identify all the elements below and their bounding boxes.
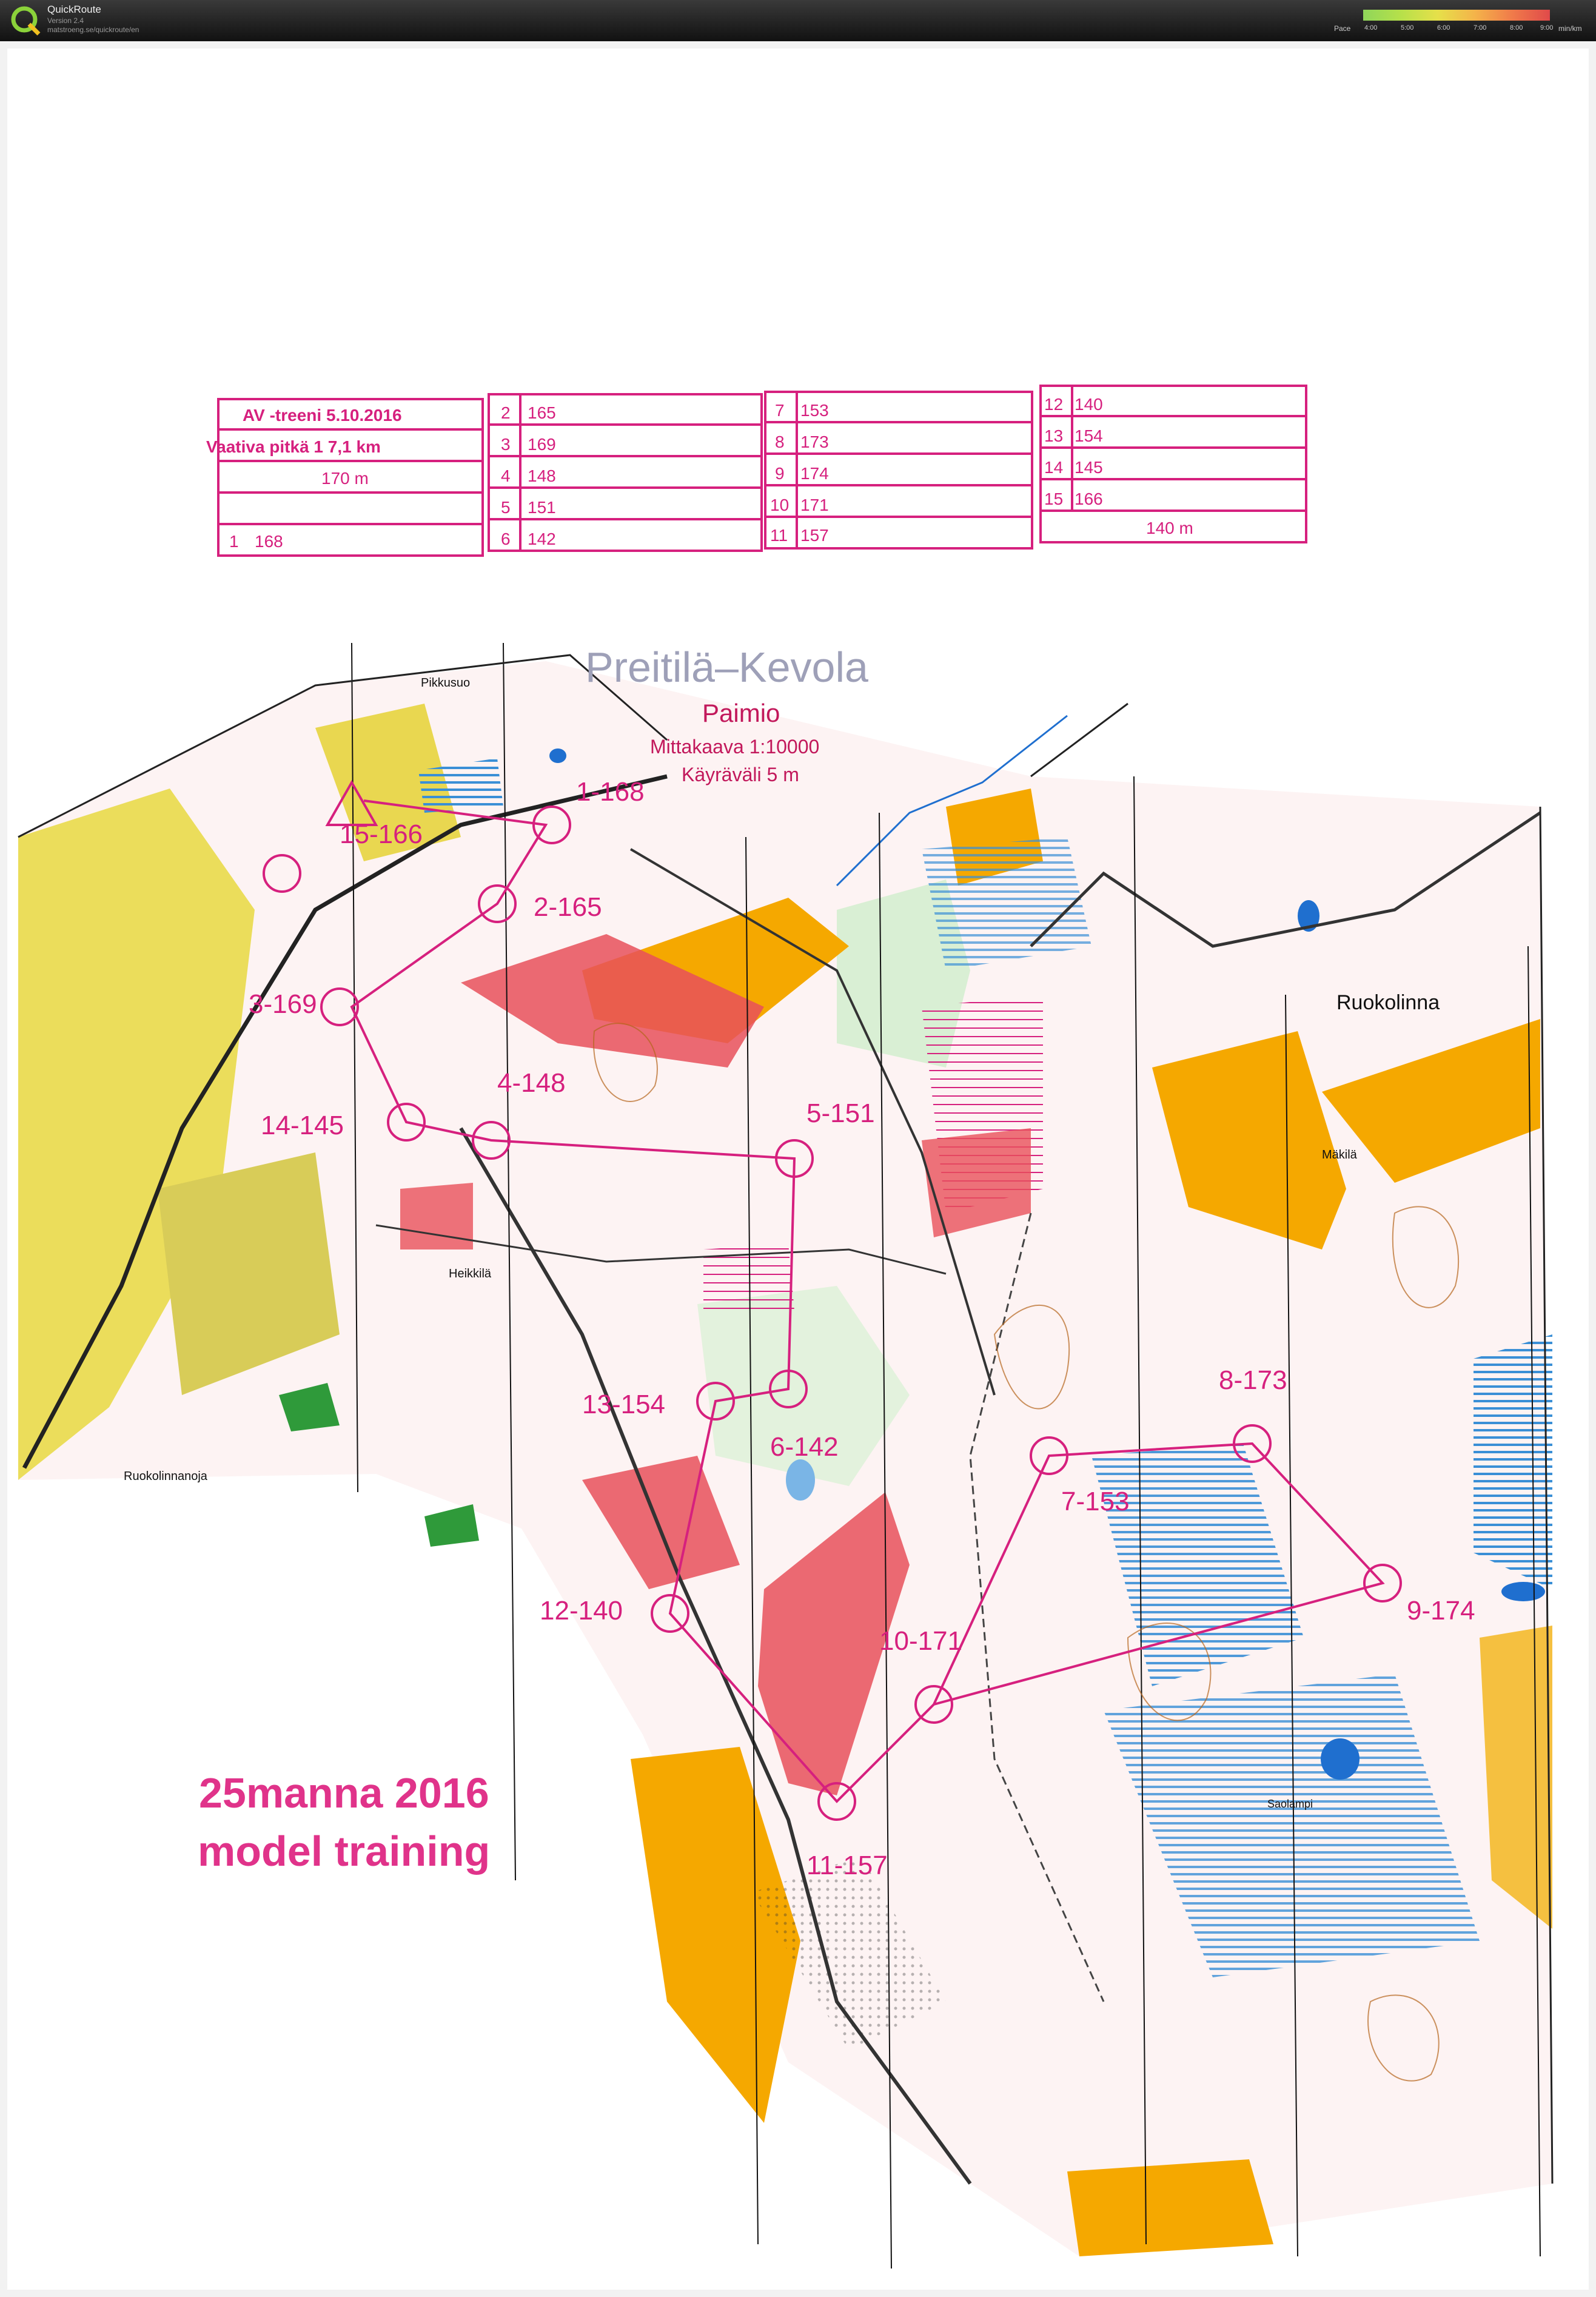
cd-code: 174: [800, 464, 829, 483]
quickroute-logo-icon: [8, 4, 42, 38]
cd-code: 169: [528, 435, 556, 454]
app-url: matstroeng.se/quickroute/en: [47, 25, 139, 34]
annotation-line-1: 25manna 2016: [199, 1769, 489, 1817]
place-name: Mäkilä: [1322, 1148, 1357, 1162]
cd-num: 3: [501, 435, 511, 454]
place-name: Heikkilä: [449, 1267, 492, 1280]
start-distance: 170 m: [321, 469, 369, 488]
control-label: 5-151: [806, 1098, 875, 1128]
control-label: 14-145: [261, 1111, 344, 1140]
map-area-name: Preitilä–Kevola: [585, 644, 868, 691]
cd-num: 13: [1044, 426, 1064, 445]
cd-code: 173: [800, 432, 829, 451]
annotation-line-2: model training: [198, 1828, 491, 1875]
pace-color-bar: [1363, 10, 1550, 21]
pace-tick: 6:00: [1437, 24, 1450, 32]
control-label: 9-174: [1407, 1596, 1475, 1626]
place-name: Pikkusuo: [421, 676, 471, 690]
cd-code: 148: [528, 466, 556, 485]
lake: [1501, 1582, 1545, 1601]
pace-legend: [1334, 6, 1589, 38]
cd-code: 171: [800, 496, 829, 514]
cd-code: 140: [1075, 395, 1103, 414]
cd-code: 157: [800, 526, 829, 545]
cd-code: 154: [1075, 426, 1103, 445]
control-label: 15-166: [340, 819, 423, 849]
pace-tick: 4:00: [1364, 24, 1378, 32]
map-town: Paimio: [702, 699, 780, 727]
control-label: 4-148: [497, 1068, 566, 1098]
course-name: Vaativa pitkä 1 7,1 km: [206, 437, 381, 456]
control-label: 11-157: [806, 1851, 888, 1880]
finish-distance: 140 m: [1146, 519, 1193, 537]
event-name: AV -treeni 5.10.2016: [243, 406, 402, 425]
cd-num: 10: [770, 496, 790, 514]
control-label: 8-173: [1219, 1365, 1287, 1395]
cd-code: 142: [528, 530, 556, 548]
control-label: 6-142: [770, 1432, 839, 1462]
place-name: Saolampi: [1267, 1798, 1313, 1810]
control-label: 13-154: [582, 1390, 666, 1419]
cd-num: 2: [501, 403, 511, 422]
cd-code: 166: [1075, 489, 1103, 508]
pace-label: Pace: [1334, 24, 1351, 33]
pace-tick: 7:00: [1474, 24, 1487, 32]
map-contour-interval: Käyräväli 5 m: [682, 764, 799, 785]
pace-tick: 9:00: [1540, 24, 1554, 32]
control-label: 1-168: [576, 777, 645, 807]
pond: [549, 748, 566, 763]
control-label: 10-171: [879, 1626, 963, 1656]
control-label: 7-153: [1061, 1487, 1130, 1516]
map-paper[interactable]: [7, 49, 1589, 2290]
cd-num: 15: [1044, 489, 1064, 508]
place-name: Ruokolinna: [1336, 991, 1440, 1014]
cd-code: 145: [1075, 458, 1103, 477]
pace-tick: 8:00: [1510, 24, 1523, 32]
cd-num: 1: [229, 532, 239, 551]
cd-code: 151: [528, 498, 556, 517]
cd-num: 14: [1044, 458, 1064, 477]
app-name: QuickRoute: [47, 4, 101, 15]
cd-num: 11: [770, 526, 788, 545]
orienteering-map[interactable]: [7, 49, 1589, 2290]
cd-num: 6: [501, 530, 511, 548]
pace-tick: 5:00: [1401, 24, 1414, 32]
cd-code: 153: [800, 401, 829, 420]
cd-code: 165: [528, 403, 556, 422]
cd-num: 8: [775, 432, 785, 451]
place-name: Ruokolinnanoja: [124, 1470, 207, 1483]
pond: [786, 1459, 815, 1501]
cd-num: 5: [501, 498, 511, 517]
cd-num: 9: [775, 464, 785, 483]
lake-saolampi: [1321, 1738, 1360, 1780]
cd-num: 4: [501, 466, 511, 485]
control-label: 3-169: [249, 989, 317, 1019]
control-label: 2-165: [534, 892, 602, 922]
control-label: 12-140: [540, 1596, 623, 1626]
map-scale: Mittakaava 1:10000: [650, 736, 820, 758]
cd-num: 12: [1044, 395, 1064, 414]
pace-unit: min/km: [1558, 24, 1582, 33]
app-title-bar: [0, 0, 1596, 41]
cd-num: 7: [775, 401, 785, 420]
app-version: Version 2.4: [47, 16, 84, 25]
cd-code: 168: [255, 532, 283, 551]
